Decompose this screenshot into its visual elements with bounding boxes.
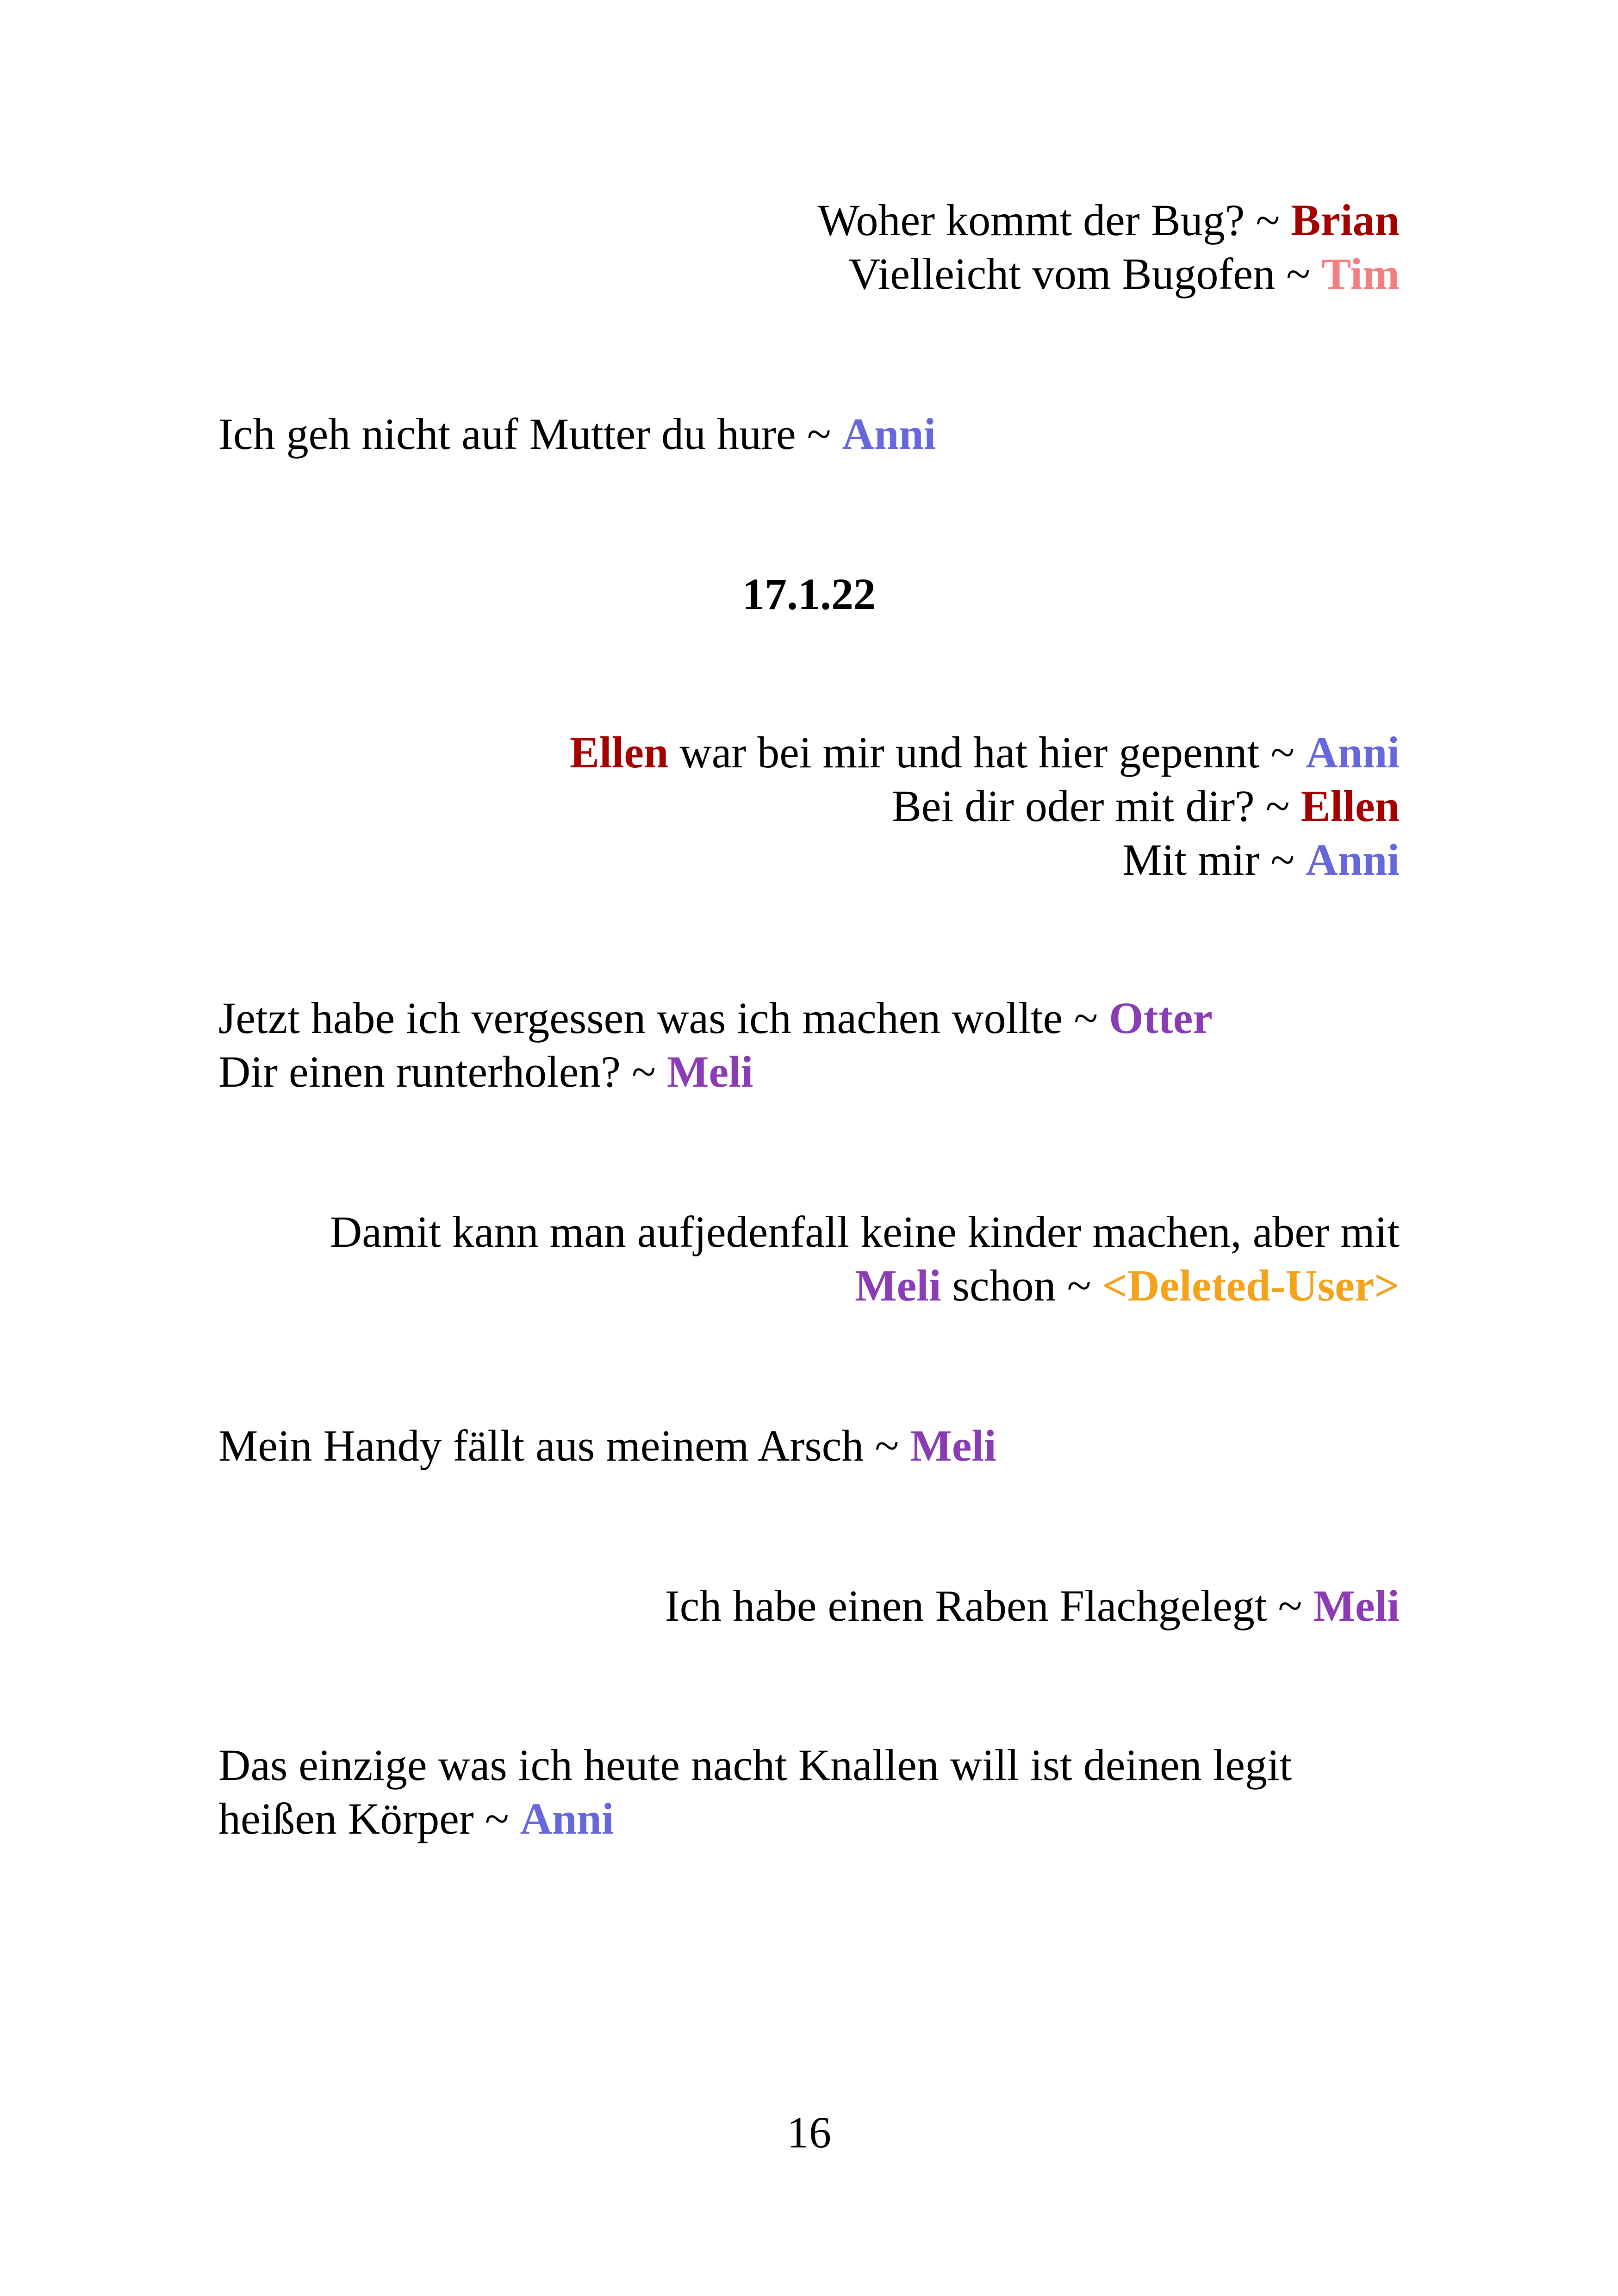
author-name: Anni: [520, 1794, 614, 1843]
quote-line: [218, 833, 1400, 887]
author-name: Meli: [855, 1261, 941, 1310]
quote-text: Ich geh nicht auf Mutter du hure ~: [218, 409, 842, 459]
quote-line: [218, 1419, 1400, 1473]
quote-text: Dir einen runterholen? ~: [218, 1047, 667, 1096]
quote-meli-1: [218, 1419, 1400, 1473]
quote-text: Mit mir ~: [1122, 835, 1306, 884]
quote-line: [218, 1792, 1400, 1846]
author-name: Brian: [1291, 195, 1400, 245]
author-name: Ellen: [569, 728, 669, 777]
quote-deleted-user: [218, 1205, 1400, 1313]
date-text: 17.1.22: [742, 569, 876, 619]
quote-line: [218, 247, 1400, 301]
quote-line: [218, 1259, 1400, 1313]
page-number: 16: [787, 2108, 831, 2157]
quote-line: [218, 991, 1400, 1045]
quote-meli-2: [218, 1579, 1400, 1633]
quote-text: Bei dir oder mit dir? ~: [891, 781, 1301, 831]
date-heading: [218, 567, 1400, 621]
author-name: Meli: [910, 1421, 996, 1470]
quote-brian-tim: [218, 193, 1400, 301]
quote-anni-1: [218, 407, 1400, 461]
quote-text: Das einzige was ich heute nacht Knallen will ist deinen legit: [218, 1740, 1292, 1790]
quote-text: Mein Handy fällt aus meinem Arsch ~: [218, 1421, 910, 1470]
author-name: Meli: [1313, 1581, 1400, 1630]
quote-line: [218, 1579, 1400, 1633]
quote-line: [218, 1738, 1400, 1792]
quote-text: heißen Körper ~: [218, 1794, 520, 1843]
quote-line: [218, 407, 1400, 461]
quote-line: [218, 1205, 1400, 1259]
author-name: Anni: [1306, 728, 1400, 777]
author-name: Otter: [1109, 993, 1213, 1043]
quote-text: Vielleicht vom Bugofen ~: [848, 249, 1322, 299]
author-name: Anni: [1306, 835, 1400, 884]
author-name: <Deleted-User>: [1102, 1261, 1400, 1310]
quote-text: Jetzt habe ich vergessen was ich machen wollte ~: [218, 993, 1109, 1043]
quote-anni-2: [218, 1738, 1400, 1846]
quote-text: war bei mir und hat hier gepennt ~: [668, 728, 1306, 777]
quote-text: Damit kann man aufjedenfall keine kinder machen, aber mit: [330, 1207, 1400, 1257]
author-name: Meli: [666, 1047, 753, 1096]
quote-line: [218, 779, 1400, 833]
quote-text: Woher kommt der Bug? ~: [817, 195, 1291, 245]
quote-text: Ich habe einen Raben Flachgelegt ~: [665, 1581, 1313, 1630]
quote-line: [218, 1045, 1400, 1099]
quote-line: [218, 726, 1400, 779]
quote-ellen-anni: [218, 726, 1400, 887]
quote-otter-meli: [218, 991, 1400, 1099]
author-name: Anni: [842, 409, 936, 459]
author-name: Tim: [1321, 249, 1400, 299]
author-name: Ellen: [1301, 781, 1400, 831]
quote-line: [218, 193, 1400, 247]
quote-text: schon ~: [941, 1261, 1102, 1310]
